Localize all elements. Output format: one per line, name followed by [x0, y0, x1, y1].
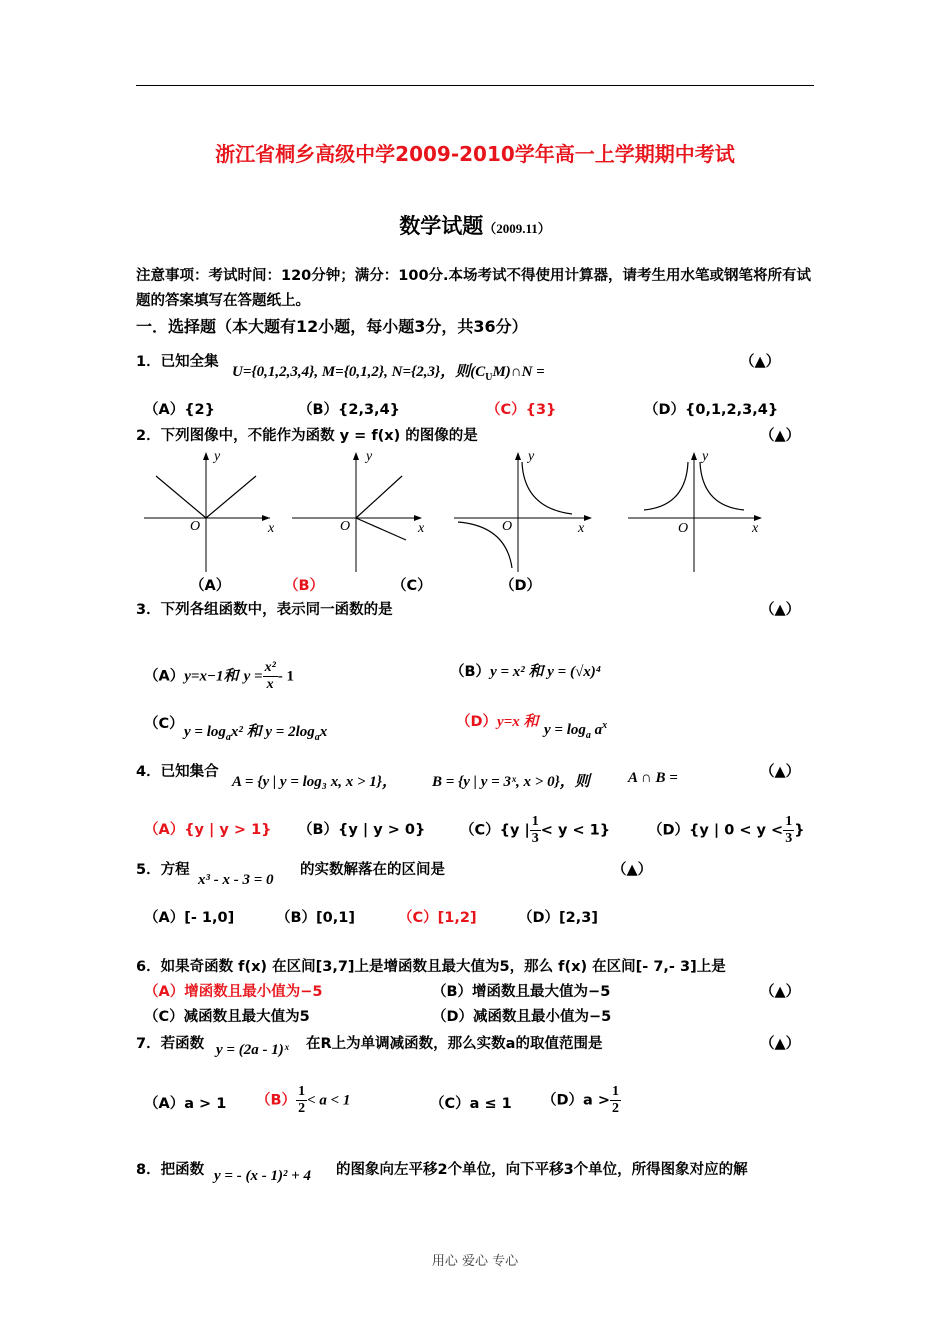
q8-stem: 8．把函数: [136, 1162, 205, 1178]
q7-tail: 在R上为单调减函数，那么实数a的取值范围是: [306, 1036, 603, 1052]
graph-a-x: x: [268, 521, 275, 536]
q8-tail: 的图象向左平移2个单位，向下平移3个单位，所得图象对应的解: [336, 1162, 748, 1178]
q7-answer-mark: （▲）: [760, 1036, 801, 1052]
q2-graphs: [140, 448, 780, 576]
exam-subtitle: [0, 210, 950, 240]
q3-a-text2: y =: [243, 668, 263, 685]
graph-c-origin: O: [502, 519, 513, 534]
graph-c-x: x: [578, 521, 585, 536]
q4-option-c: [460, 814, 610, 847]
q3-a-num: x²: [264, 660, 276, 675]
exam-title: 浙江省桐乡高级中学2009-2010学年高一上学期期中考试: [215, 142, 735, 166]
q4-c-fraction: [530, 814, 541, 847]
graph-d-y: y: [702, 449, 709, 464]
q5-stem: 5．方程: [136, 862, 190, 878]
q3-c-text2: x² 和 y = 2log: [230, 724, 315, 740]
q4-option-a: （A）{y | y > 1}: [144, 822, 272, 838]
q7-d-text: （D）a >: [542, 1092, 611, 1109]
q4-stem: 4．已知集合: [136, 764, 219, 780]
q4-option-b: （B）{y | y > 0}: [298, 822, 426, 838]
q7-d-num: 1: [612, 1084, 620, 1099]
q3-b-text: y = x² 和 y = (√x)⁴: [490, 664, 601, 680]
graph-c-y: y: [528, 449, 535, 464]
q3-c-sub1: a: [225, 732, 231, 743]
q4-c-den: 3: [531, 831, 539, 846]
q2-option-c: （C）: [392, 578, 432, 594]
q4-d-num: 1: [785, 814, 793, 829]
graph-c: [454, 449, 592, 572]
q4-d-fraction: [783, 814, 794, 847]
q3-c-label: （C）: [144, 716, 184, 732]
graph-b-x: x: [418, 521, 425, 536]
q2-option-b: （B）: [284, 578, 325, 594]
q4-tail: A ∩ B =: [628, 770, 678, 786]
q7-option-a: （A）a > 1: [144, 1096, 227, 1112]
q7-b-den: 2: [298, 1101, 306, 1116]
q4-d-text1: （D）{y | 0 < y <: [648, 822, 784, 839]
q5-option-c: （C）[1,2]: [398, 910, 477, 926]
graph-b-y: y: [366, 449, 373, 464]
page-footer: 用心 爱心 专心: [431, 1254, 519, 1269]
header-rule: [136, 85, 814, 86]
q3-d-text2: y = log: [544, 722, 586, 738]
q2-answer-mark: （▲）: [760, 428, 801, 444]
q1-option-d: （D）{0,1,2,3,4}: [644, 402, 779, 418]
q4-c-text2: < y < 1}: [540, 822, 611, 839]
graph-d-origin: O: [678, 521, 689, 536]
q3-option-b: [450, 660, 601, 681]
exam-date: （2009.11）: [483, 221, 551, 236]
subtitle-text: 数学试题: [399, 214, 484, 238]
q6-option-c: （C）减函数且最大值为5: [144, 1009, 310, 1025]
q3-d-text1: y=x 和: [497, 714, 539, 730]
q3-a-fraction: [263, 660, 278, 693]
q7-option-c: （C）a ≤ 1: [430, 1096, 512, 1112]
q5-answer-mark: （▲）: [612, 862, 653, 878]
graph-d-x: x: [752, 521, 759, 536]
q5-tail: 的实数解落在的区间是: [300, 862, 445, 878]
q4-c-text1: （C）{y |: [460, 822, 530, 839]
q5-option-a: （A）[- 1,0]: [144, 910, 235, 926]
q7-option-b: [256, 1084, 350, 1117]
q4-answer-mark: （▲）: [760, 764, 801, 780]
q4-d-text2: }: [794, 822, 805, 839]
q7-b-label: （B）: [256, 1092, 297, 1109]
q1-math-main: U={0,1,2,3,4}, M={0,1,2}, N={2,3}，则(C: [232, 364, 486, 380]
q6-stem: 6．如果奇函数 f(x) 在区间[3,7]上是增函数且最大值为5，那么 f(x) 在区间[- 7,- 3]上是: [136, 959, 726, 975]
q3-c-math: [184, 720, 327, 743]
q3-a-label: （A）: [144, 668, 185, 685]
q5-option-d: （D）[2,3]: [518, 910, 598, 926]
q7-option-d: [542, 1084, 621, 1117]
q6-option-d: （D）减函数且最小值为−5: [432, 1009, 612, 1025]
q3-a-tail: - 1: [277, 668, 295, 685]
q7-stem: 7．若函数: [136, 1036, 205, 1052]
exam-notice: 注意事项：考试时间：120分钟；满分：100分.本场考试不得使用计算器，请考生用水笔或钢笔将所有试题的答案填写在答题纸上。: [136, 268, 812, 309]
q1-math-tail: M)∩N =: [492, 364, 545, 380]
graph-b-origin: O: [340, 519, 351, 534]
q2-option-a: （A）: [190, 578, 231, 594]
graph-a: [144, 449, 275, 572]
q5-eq: x³ - x - 3 = 0: [198, 872, 274, 888]
q3-d-sup: x: [602, 720, 608, 731]
q4-set-b: B = {y | y = 3ˣ, x > 0}，则: [432, 774, 590, 790]
q4-option-d: [648, 814, 805, 847]
q3-d-label: （D）: [456, 714, 498, 730]
q6-option-a: （A）增函数且最小值为−5: [144, 984, 323, 1000]
q7-d-fraction: [610, 1084, 621, 1117]
q3-d-math: [544, 720, 607, 741]
section-heading: 一．选择题（本大题有12小题，每小题3分，共36分）: [136, 317, 528, 336]
q1-option-c: （C）{3}: [486, 402, 557, 418]
q7-b-num: 1: [298, 1084, 306, 1099]
q3-option-d: [456, 710, 539, 731]
q3-d-sub: a: [585, 730, 591, 741]
q1-stem: 1．已知全集: [136, 354, 219, 370]
q3-c-text3: x: [319, 724, 328, 740]
q3-a-den: x: [266, 677, 274, 692]
q4-c-num: 1: [531, 814, 539, 829]
q3-stem: 3．下列各组函数中，表示同一函数的是: [136, 602, 393, 618]
graph-b: [292, 449, 425, 572]
q1-answer-mark: （▲）: [740, 354, 781, 370]
q3-c-text1: y = log: [184, 724, 226, 740]
q3-a-text1: y=x−1和: [184, 668, 239, 685]
q3-d-text3: a: [594, 722, 603, 738]
q1-math: [232, 360, 545, 383]
q3-answer-mark: （▲）: [760, 602, 801, 618]
q3-b-label: （B）: [450, 664, 491, 680]
graph-a-y: y: [214, 449, 221, 464]
q1-option-b: （B）{2,3,4}: [298, 402, 400, 418]
q3-c-sub2: a: [314, 732, 320, 743]
q2-option-d: （D）: [500, 578, 542, 594]
q7-b-fraction: [296, 1084, 307, 1117]
q7-b-text: < a < 1: [307, 1092, 351, 1109]
graph-a-origin: O: [190, 519, 201, 534]
q3-option-a: [144, 660, 294, 693]
q6-answer-mark: （▲）: [760, 984, 801, 1000]
q4-d-den: 3: [785, 831, 793, 846]
q1-math-sub: U: [485, 372, 493, 383]
q6-option-b: （B）增函数且最大值为−5: [432, 984, 611, 1000]
graph-d: [628, 449, 762, 572]
q8-eq: y = - (x - 1)² + 4: [214, 1168, 311, 1184]
q2-stem: 2．下列图像中，不能作为函数 y = f(x) 的图像的是: [136, 428, 478, 444]
q4-set-a: A = {y | y = log₃ x, x > 1}，: [232, 774, 398, 790]
q1-option-a: （A）{2}: [144, 402, 215, 418]
q7-eq: y = (2a - 1)ˣ: [216, 1042, 289, 1058]
q3-option-c: [144, 712, 184, 733]
q5-option-b: （B）[0,1]: [276, 910, 355, 926]
q7-d-den: 2: [612, 1101, 620, 1116]
